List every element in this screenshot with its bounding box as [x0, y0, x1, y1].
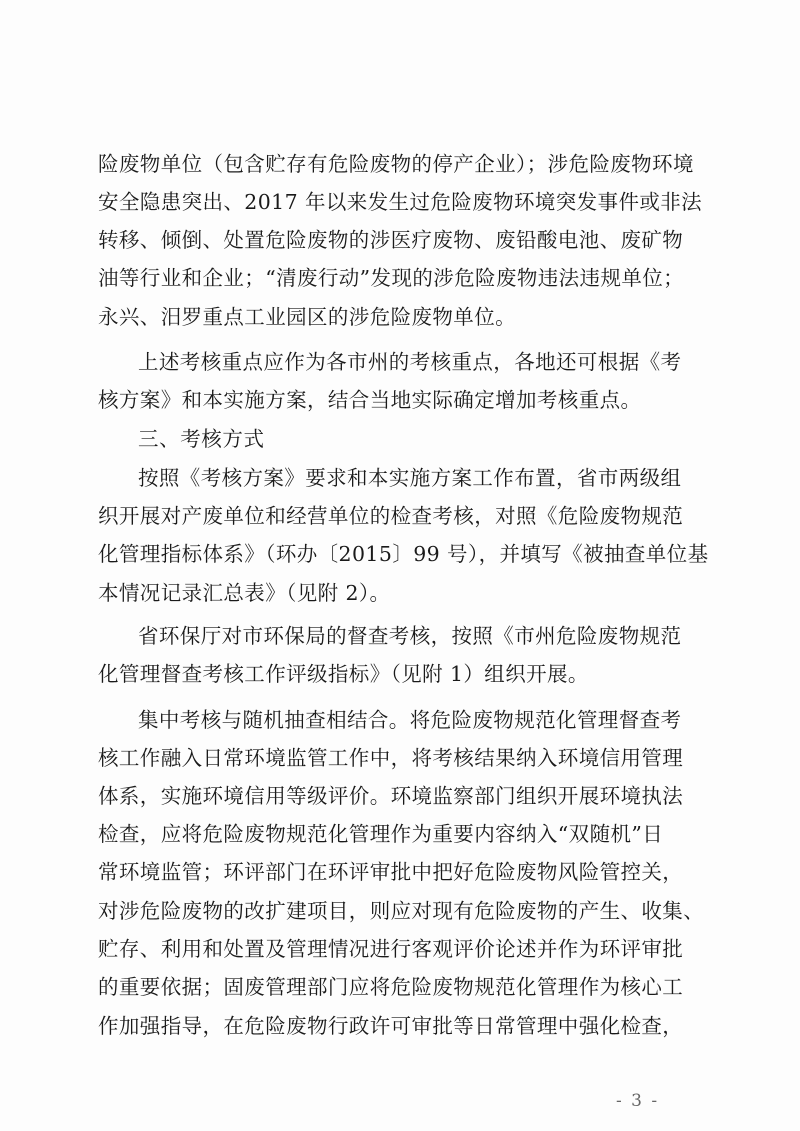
text-line: 作加强指导，在危险废物行政许可审批等日常管理中强化检查，: [98, 1014, 684, 1038]
text-line: 按照《考核方案》要求和本实施方案工作布置，省市两级组: [138, 466, 682, 490]
text-line: 核工作融入日常环境监管工作中，将考核结果纳入环境信用管理: [98, 746, 684, 770]
text-line: 安全隐患突出、2017 年以来发生过危险废物环境突发事件或非法: [98, 190, 703, 214]
text-line: 的重要依据；固废管理部门应将危险废物规范化管理作为核心工: [98, 975, 684, 999]
text-line: 检查，应将危险废物规范化管理作为重要内容纳入“双随机”日: [98, 822, 664, 846]
text-line: 常环境监管；环评部门在环评审批中把好危险废物风险管控关，: [98, 860, 684, 884]
text-line: 贮存、利用和处置及管理情况进行客观评价论述并作为环评审批: [98, 937, 684, 961]
text-line: 核方案》和本实施方案，结合当地实际确定增加考核重点。: [98, 388, 642, 412]
text-line: 对涉危险废物的改扩建项目，则应对现有危险废物的产生、收集、: [98, 899, 705, 923]
text-line: 化管理指标体系》（环办〔2015〕99 号），并填写《被抽查单位基: [98, 542, 709, 566]
text-line: 织开展对产废单位和经营单位的检查考核，对照《危险废物规范: [98, 504, 684, 528]
text-line: 化管理督查考核工作评级指标》（见附 1）组织开展。: [98, 662, 589, 686]
page-number: - 3 -: [616, 1091, 660, 1111]
text-line: 转移、倾倒、处置危险废物的涉医疗废物、废铅酸电池、废矿物: [98, 228, 684, 252]
text-line: 体系，实施环境信用等级评价。环境监察部门组织开展环境执法: [98, 784, 684, 808]
text-line: 省环保厅对市环保局的督查考核，按照《市州危险废物规范: [138, 624, 682, 648]
text-line: 永兴、汨罗重点工业园区的涉危险废物单位。: [98, 305, 516, 329]
text-line: 上述考核重点应作为各市州的考核重点，各地还可根据《考: [138, 350, 682, 374]
text-line: 集中考核与随机抽查相结合。将危险废物规范化管理督查考: [138, 708, 682, 732]
text-line: 险废物单位（包含贮存有危险废物的停产企业）；涉危险废物环境: [98, 152, 694, 176]
section-heading: 三、考核方式: [138, 427, 265, 451]
text-line: 本情况记录汇总表》（见附 2）。: [98, 581, 391, 605]
text-line: 油等行业和企业；“清废行动”发现的涉危险废物违法违规单位；: [98, 266, 685, 290]
